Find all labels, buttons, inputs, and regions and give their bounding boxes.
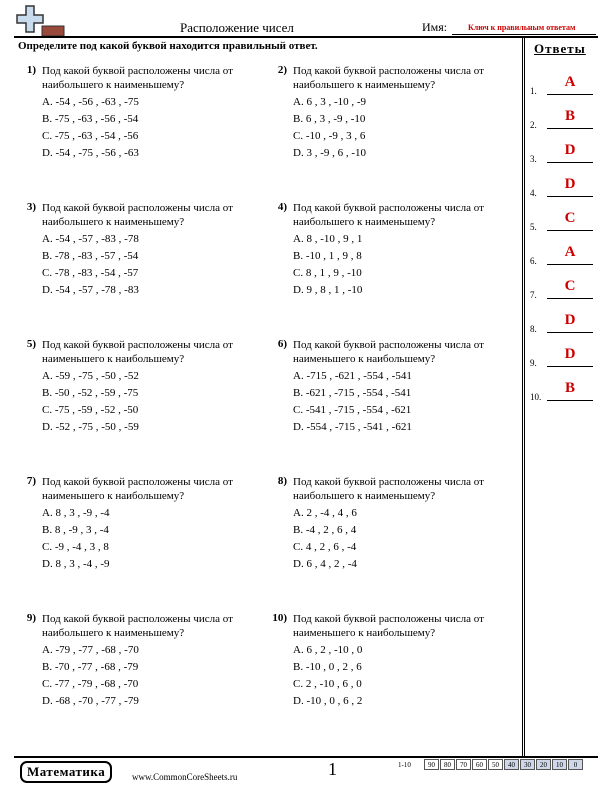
problem-number: 10) [272, 612, 287, 624]
answer-option: B. -50 , -52 , -59 , -75 [42, 387, 139, 399]
answer-line [547, 366, 593, 367]
answer-option: C. -9 , -4 , 3 , 8 [42, 541, 109, 553]
answer-option: C. -77 , -79 , -68 , -70 [42, 678, 139, 690]
answer-number: 2. [530, 120, 537, 130]
problem-number: 7) [26, 475, 36, 487]
brand-badge: Математика [20, 761, 112, 783]
answer-option: C. -75 , -63 , -54 , -56 [42, 130, 139, 142]
answer-option: A. -54 , -56 , -63 , -75 [42, 96, 139, 108]
answer-number: 10. [530, 392, 542, 402]
plus-logo-icon [14, 4, 66, 40]
answer-value: D [564, 312, 576, 328]
answer-line [547, 94, 593, 95]
score-cell: 0 [568, 759, 583, 770]
answer-option: C. 2 , -10 , 6 , 0 [293, 678, 362, 690]
answer-option: A. 8 , 3 , -9 , -4 [42, 507, 110, 519]
problem-number: 2) [277, 64, 287, 76]
answers-title: Ответы [534, 41, 586, 56]
question-text: Под какой буквой расположены числа от [293, 613, 484, 625]
answer-option: C. 4 , 2 , 6 , -4 [293, 541, 357, 553]
answer-line [547, 264, 593, 265]
answer-value: D [564, 176, 576, 192]
problem-number: 3) [26, 201, 36, 213]
answer-value: D [564, 142, 576, 158]
problem-number: 1) [26, 64, 36, 76]
answer-line [547, 298, 593, 299]
answer-value: C [564, 278, 576, 294]
score-cell: 20 [536, 759, 551, 770]
question-text: наибольшего к наименьшему? [42, 216, 185, 228]
question-text: Под какой буквой расположены числа от [293, 339, 484, 351]
answer-option: A. -54 , -57 , -83 , -78 [42, 233, 139, 245]
answer-number: 1. [530, 86, 537, 96]
answer-option: C. 8 , 1 , 9 , -10 [293, 267, 362, 279]
answers-divider [522, 36, 525, 756]
answer-option: A. -79 , -77 , -68 , -70 [42, 644, 139, 656]
footer-rule [14, 756, 598, 758]
answer-option: D. -554 , -715 , -541 , -621 [293, 421, 412, 433]
header-rule [14, 36, 598, 38]
answer-value: B [564, 108, 575, 124]
instruction: Определите под какой буквой находится правильный ответ. [18, 40, 318, 52]
site-url: www.CommonCoreSheets.ru [132, 772, 238, 782]
answer-option: D. 8 , 3 , -4 , -9 [42, 558, 110, 570]
problem-number: 8) [277, 475, 287, 487]
answer-line [547, 196, 593, 197]
answer-option: B. -621 , -715 , -554 , -541 [293, 387, 412, 399]
answer-value: C [564, 210, 576, 226]
answer-option: D. -10 , 0 , 6 , 2 [293, 695, 363, 707]
question-text: наибольшего к наименьшему? [42, 79, 185, 91]
question-text: наибольшего к наименьшему? [42, 627, 185, 639]
answer-line [547, 400, 593, 401]
answer-option: A. 6 , 2 , -10 , 0 [293, 644, 363, 656]
answer-number: 5. [530, 222, 537, 232]
answer-option: B. -10 , 0 , 2 , 6 [293, 661, 362, 673]
answer-number: 9. [530, 358, 537, 368]
problem-number: 6) [277, 338, 287, 350]
problem-number: 9) [26, 612, 36, 624]
question-text: наименьшего к наибольшему? [293, 353, 436, 365]
answer-option: B. -70 , -77 , -68 , -79 [42, 661, 139, 673]
score-cell: 50 [488, 759, 503, 770]
answer-option: D. 3 , -9 , 6 , -10 [293, 147, 367, 159]
answer-value: A [564, 244, 576, 260]
answer-line [547, 230, 593, 231]
answer-number: 8. [530, 324, 537, 334]
score-cell: 80 [440, 759, 455, 770]
question-text: наименьшего к наибольшему? [293, 627, 436, 639]
question-text: Под какой буквой расположены числа от [42, 613, 233, 625]
answer-value: B [564, 380, 575, 396]
answer-option: B. -10 , 1 , 9 , 8 [293, 250, 362, 262]
answer-value: D [564, 346, 576, 362]
score-cell: 30 [520, 759, 535, 770]
answer-value: A [564, 74, 576, 90]
answer-option: A. 8 , -10 , 9 , 1 [293, 233, 363, 245]
question-text: наибольшего к наименьшему? [293, 216, 436, 228]
answer-option: D. 6 , 4 , 2 , -4 [293, 558, 357, 570]
score-cell: 90 [424, 759, 439, 770]
answer-number: 7. [530, 290, 537, 300]
answer-option: D. -52 , -75 , -50 , -59 [42, 421, 139, 433]
answer-option: C. -75 , -59 , -52 , -50 [42, 404, 139, 416]
score-cell: 10 [552, 759, 567, 770]
answer-option: D. 9 , 8 , 1 , -10 [293, 284, 363, 296]
answer-option: B. 8 , -9 , 3 , -4 [42, 524, 109, 536]
answer-option: A. 6 , 3 , -10 , -9 [293, 96, 367, 108]
answer-option: D. -68 , -70 , -77 , -79 [42, 695, 139, 707]
problem-number: 4) [277, 201, 287, 213]
question-text: Под какой буквой расположены числа от [293, 202, 484, 214]
question-text: Под какой буквой расположены числа от [42, 339, 233, 351]
page-title: Расположение чисел [180, 20, 294, 35]
question-text: Под какой буквой расположены числа от [42, 65, 233, 77]
score-range-label: 1-10 [398, 761, 411, 769]
answer-option: D. -54 , -57 , -78 , -83 [42, 284, 139, 296]
question-text: наибольшего к наименьшему? [293, 79, 436, 91]
name-line [452, 34, 596, 35]
question-text: Под какой буквой расположены числа от [42, 476, 233, 488]
question-text: Под какой буквой расположены числа от [42, 202, 233, 214]
answer-option: B. -75 , -63 , -56 , -54 [42, 113, 139, 125]
page-number: 1 [328, 759, 337, 779]
answer-option: A. -715 , -621 , -554 , -541 [293, 370, 412, 382]
question-text: наименьшего к наибольшему? [42, 490, 185, 502]
answer-option: D. -54 , -75 , -56 , -63 [42, 147, 139, 159]
answer-key-label: Ключ к правильным ответам [468, 23, 576, 32]
answer-number: 4. [530, 188, 537, 198]
answer-option: C. -10 , -9 , 3 , 6 [293, 130, 366, 142]
score-cell: 40 [504, 759, 519, 770]
answer-option: C. -541 , -715 , -554 , -621 [293, 404, 412, 416]
question-text: наименьшего к наибольшему? [42, 353, 185, 365]
answer-number: 6. [530, 256, 537, 266]
name-label: Имя: [422, 20, 448, 34]
answer-option: B. -4 , 2 , 6 , 4 [293, 524, 357, 536]
answer-line [547, 128, 593, 129]
answer-line [547, 162, 593, 163]
question-text: наибольшего к наименьшему? [293, 490, 436, 502]
answer-option: B. 6 , 3 , -9 , -10 [293, 113, 366, 125]
score-cell: 60 [472, 759, 487, 770]
answer-line [547, 332, 593, 333]
problem-number: 5) [26, 338, 36, 350]
answer-option: A. -59 , -75 , -50 , -52 [42, 370, 139, 382]
answer-option: A. 2 , -4 , 4 , 6 [293, 507, 357, 519]
answer-option: C. -78 , -83 , -54 , -57 [42, 267, 139, 279]
answer-option: B. -78 , -83 , -57 , -54 [42, 250, 139, 262]
score-cell: 70 [456, 759, 471, 770]
answer-number: 3. [530, 154, 537, 164]
question-text: Под какой буквой расположены числа от [293, 476, 484, 488]
question-text: Под какой буквой расположены числа от [293, 65, 484, 77]
